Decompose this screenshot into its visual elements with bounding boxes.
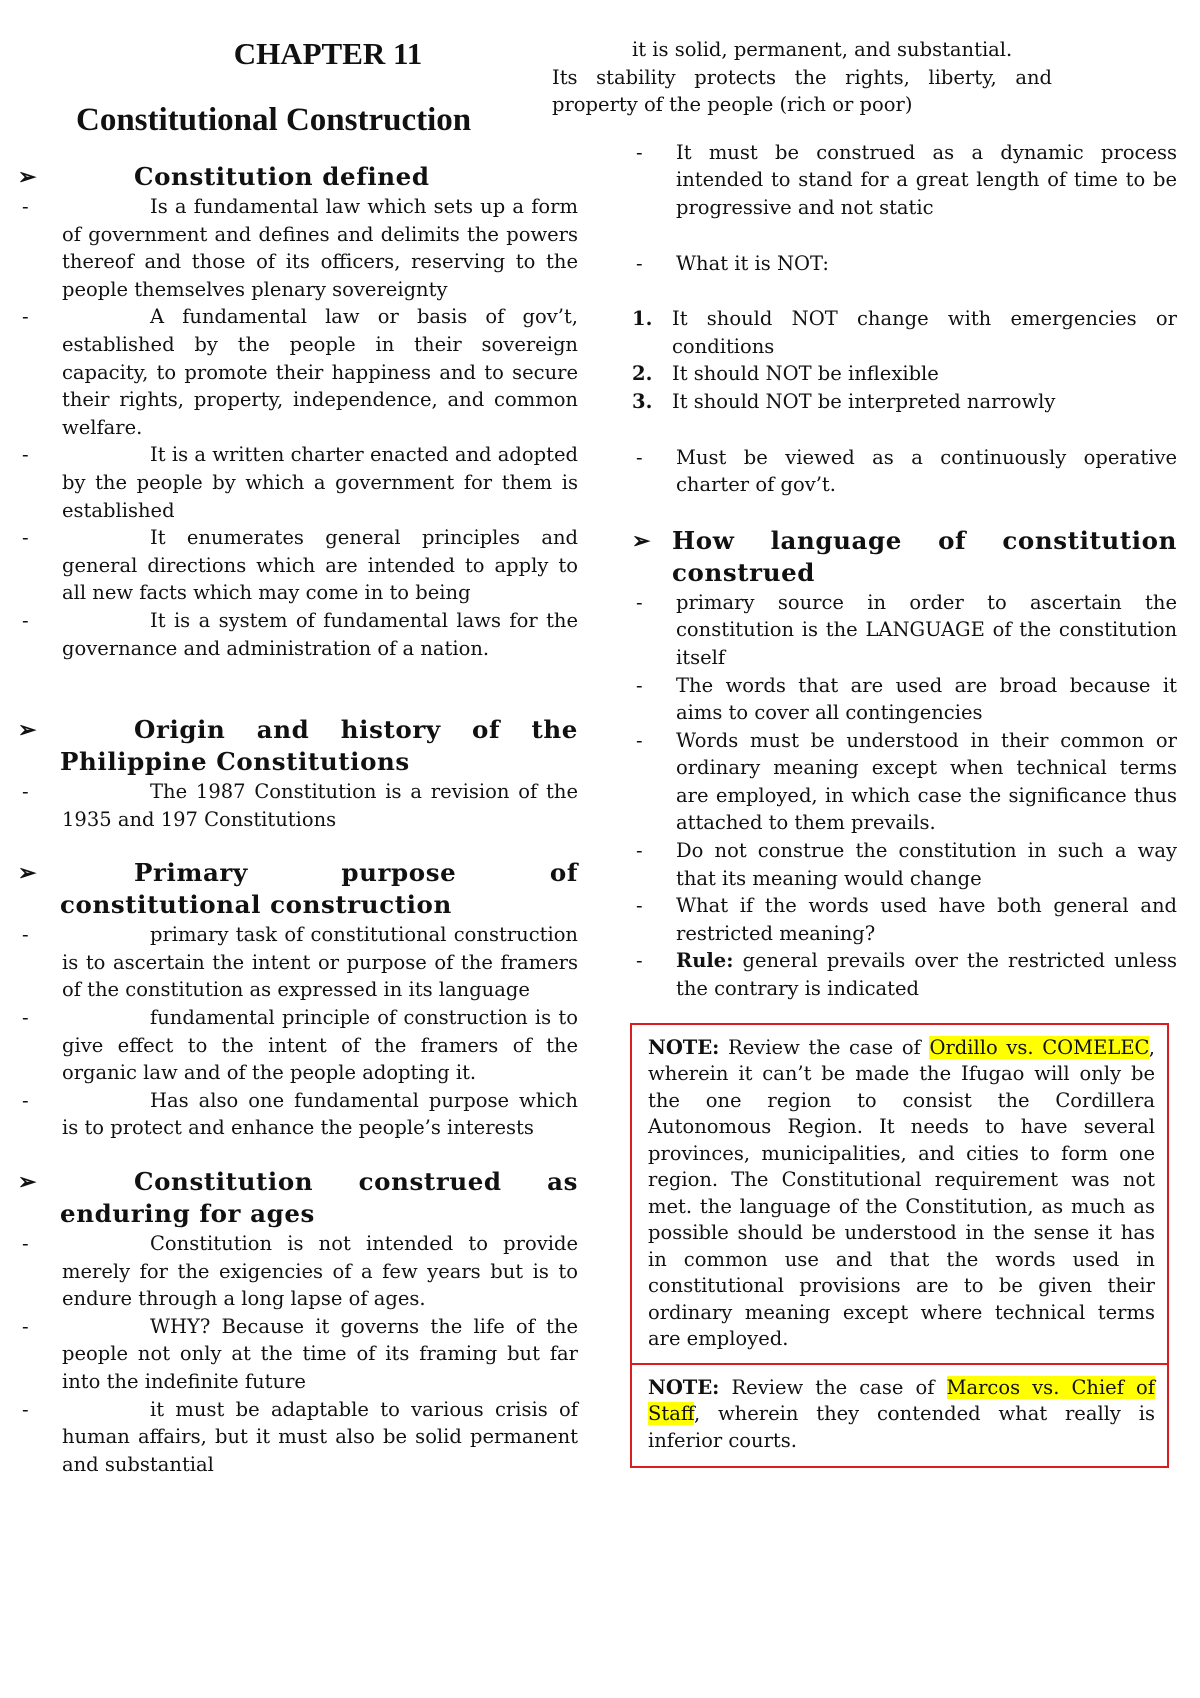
section-heading-enduring — [18, 1166, 578, 1230]
dash-bullet: - — [22, 443, 29, 467]
heading-text: enduring for ages — [60, 1199, 315, 1229]
highlighted-case-name: Marcos vs. Chief of Staff — [648, 1375, 1155, 1426]
heading-text: Constitution defined — [134, 162, 430, 191]
arrow-bullet-icon: ➢ — [18, 164, 38, 190]
list-item: - It is a system of fundamental laws for the governance and administration of a nation. — [18, 607, 578, 662]
list-item: - It enumerates general principles and general directions which are intended to apply to all new facts which may come in to being — [18, 524, 578, 607]
chapter-number: CHAPTER 11 — [233, 36, 423, 71]
list-item: - Must be viewed as a continuously operative charter of gov’t. — [632, 444, 1177, 499]
left-column — [18, 32, 578, 1478]
dash-bullet: - — [22, 608, 29, 632]
dash-bullet: - — [636, 445, 643, 469]
right-column — [552, 36, 1177, 1468]
list-item: - Is a fundamental law which sets up a form of government and defines and delimits the powers thereof and those of its officers, reserving to the people themselves plenary sovereignty — [18, 193, 578, 303]
list-item: - it must be adaptable to various crisis of human affairs, but it must also be solid permanent and substantial — [18, 1396, 578, 1479]
heading-text: Origin and history of the — [134, 715, 578, 745]
dash-bullet: - — [636, 894, 643, 918]
dash-bullet: - — [22, 1006, 29, 1030]
section-heading-defined — [18, 161, 578, 193]
list-item: - Rule: general prevails over the restricted unless the contrary is indicated — [632, 947, 1177, 1002]
section-heading-origin — [18, 714, 578, 778]
dash-bullet: - — [22, 1397, 29, 1421]
notes-box — [630, 1023, 1169, 1469]
note-label: NOTE: — [648, 1035, 720, 1059]
section-heading-language — [632, 525, 1177, 589]
numbered-item: 1. It should NOT change with emergencies or conditions — [632, 307, 1177, 358]
dash-bullet: - — [636, 140, 643, 164]
dash-bullet: - — [636, 673, 643, 697]
numbered-item: 3. It should NOT be interpreted narrowly — [632, 389, 1056, 413]
dash-bullet: - — [22, 923, 29, 947]
list-item: - Words must be understood in their common or ordinary meaning except when technical terms are employed, in which case the significance thus attached to them prevails. — [632, 727, 1177, 837]
list-item: - fundamental principle of construction is to give effect to the intent of the framers of the organic law and of the people adopting it. — [18, 1004, 578, 1087]
dash-bullet: - — [22, 1314, 29, 1338]
heading-text: Constitution construed as — [134, 1167, 578, 1197]
dash-bullet: - — [22, 195, 29, 218]
list-item: - primary task of constitutional construction is to ascertain the intent or purpose of the framers of the constitution as expressed in its language — [18, 921, 578, 1004]
list-item: - WHY? Because it governs the life of the people not only at the time of its framing but far into the indefinite future — [18, 1313, 578, 1396]
list-item: - primary source in order to ascertain the constitution is the LANGUAGE of the constitution itself — [632, 589, 1177, 672]
list-item: - Do not construe the constitution in such a way that its meaning would change — [632, 837, 1177, 892]
note-marcos: NOTE: Review the case of Marcos vs. Chief of Staff, wherein they contended what really is inferior courts. — [648, 1375, 1155, 1452]
arrow-bullet-icon: ➢ — [18, 860, 38, 887]
heading-text: Philippine Constitutions — [60, 747, 410, 777]
dash-bullet: - — [636, 251, 643, 275]
heading-text: construed — [672, 557, 816, 587]
heading-text: constitutional construction — [60, 890, 452, 920]
dash-bullet: - — [636, 728, 643, 752]
dash-bullet: - — [636, 590, 643, 614]
list-item: - The words that are used are broad because it aims to cover all contingencies — [632, 672, 1177, 727]
list-item: - It must be construed as a dynamic process intended to stand for a great length of time to be progressive and not static — [632, 139, 1177, 222]
dash-bullet: - — [22, 305, 29, 329]
note-label: NOTE: — [648, 1375, 720, 1399]
highlighted-case-name: Ordillo vs. COMELEC — [929, 1035, 1149, 1059]
list-item: - It is a written charter enacted and adopted by the people by which a government for them is established — [18, 441, 578, 524]
continued-paragraph: it is solid, permanent, and substantial. Its stability protects the rights, liberty, and property of the people (rich or poor) — [552, 38, 1052, 117]
dash-bullet: - — [22, 780, 29, 804]
dash-bullet: - — [636, 839, 643, 863]
rule-label: Rule: — [676, 949, 734, 973]
list-item: - Constitution is not intended to provide merely for the exigencies of a few years but is to endure through a long lapse of ages. — [18, 1230, 578, 1313]
list-item: - What it is NOT: — [632, 250, 1177, 278]
section-heading-purpose — [18, 857, 578, 921]
arrow-bullet-icon: ➢ — [18, 1169, 38, 1196]
list-item: - The 1987 Constitution is a revision of the 1935 and 197 Constitutions — [18, 778, 578, 833]
heading-text: Primary purpose of — [134, 858, 578, 888]
list-item: - A fundamental law or basis of gov’t, established by the people in their sovereign capacity, to promote their happiness and to secure their rights, property, independence, and common welfare. — [18, 303, 578, 441]
note-ordillo: NOTE: Review the case of Ordillo vs. COMELEC, wherein it can’t be made the Ifugao will only be the one region to consist the Cordillera Autonomous Region. It needs to have several provinces, municipalities, and cities to form one region. The Constitutional requirement was not met. the language of the Constitution, as much as possible should be understood in the sense it has in common use and that the words used in constitutional provisions are to be given their ordinary meaning except where technical terms are employed. — [648, 1035, 1155, 1351]
arrow-bullet-icon: ➢ — [632, 527, 652, 554]
dash-bullet: - — [22, 1232, 29, 1256]
list-item: - Has also one fundamental purpose which is to protect and enhance the people’s interests — [18, 1087, 578, 1142]
arrow-bullet-icon: ➢ — [18, 717, 38, 744]
numbered-item: 2. It should NOT be inflexible — [632, 362, 939, 386]
list-item: - What if the words used have both general and restricted meaning? — [632, 892, 1177, 947]
page-title: Constitutional Construction — [76, 102, 472, 138]
dash-bullet: - — [636, 949, 643, 973]
dash-bullet: - — [22, 526, 29, 550]
heading-text: How language of constitution — [672, 525, 1177, 555]
dash-bullet: - — [22, 1088, 29, 1112]
